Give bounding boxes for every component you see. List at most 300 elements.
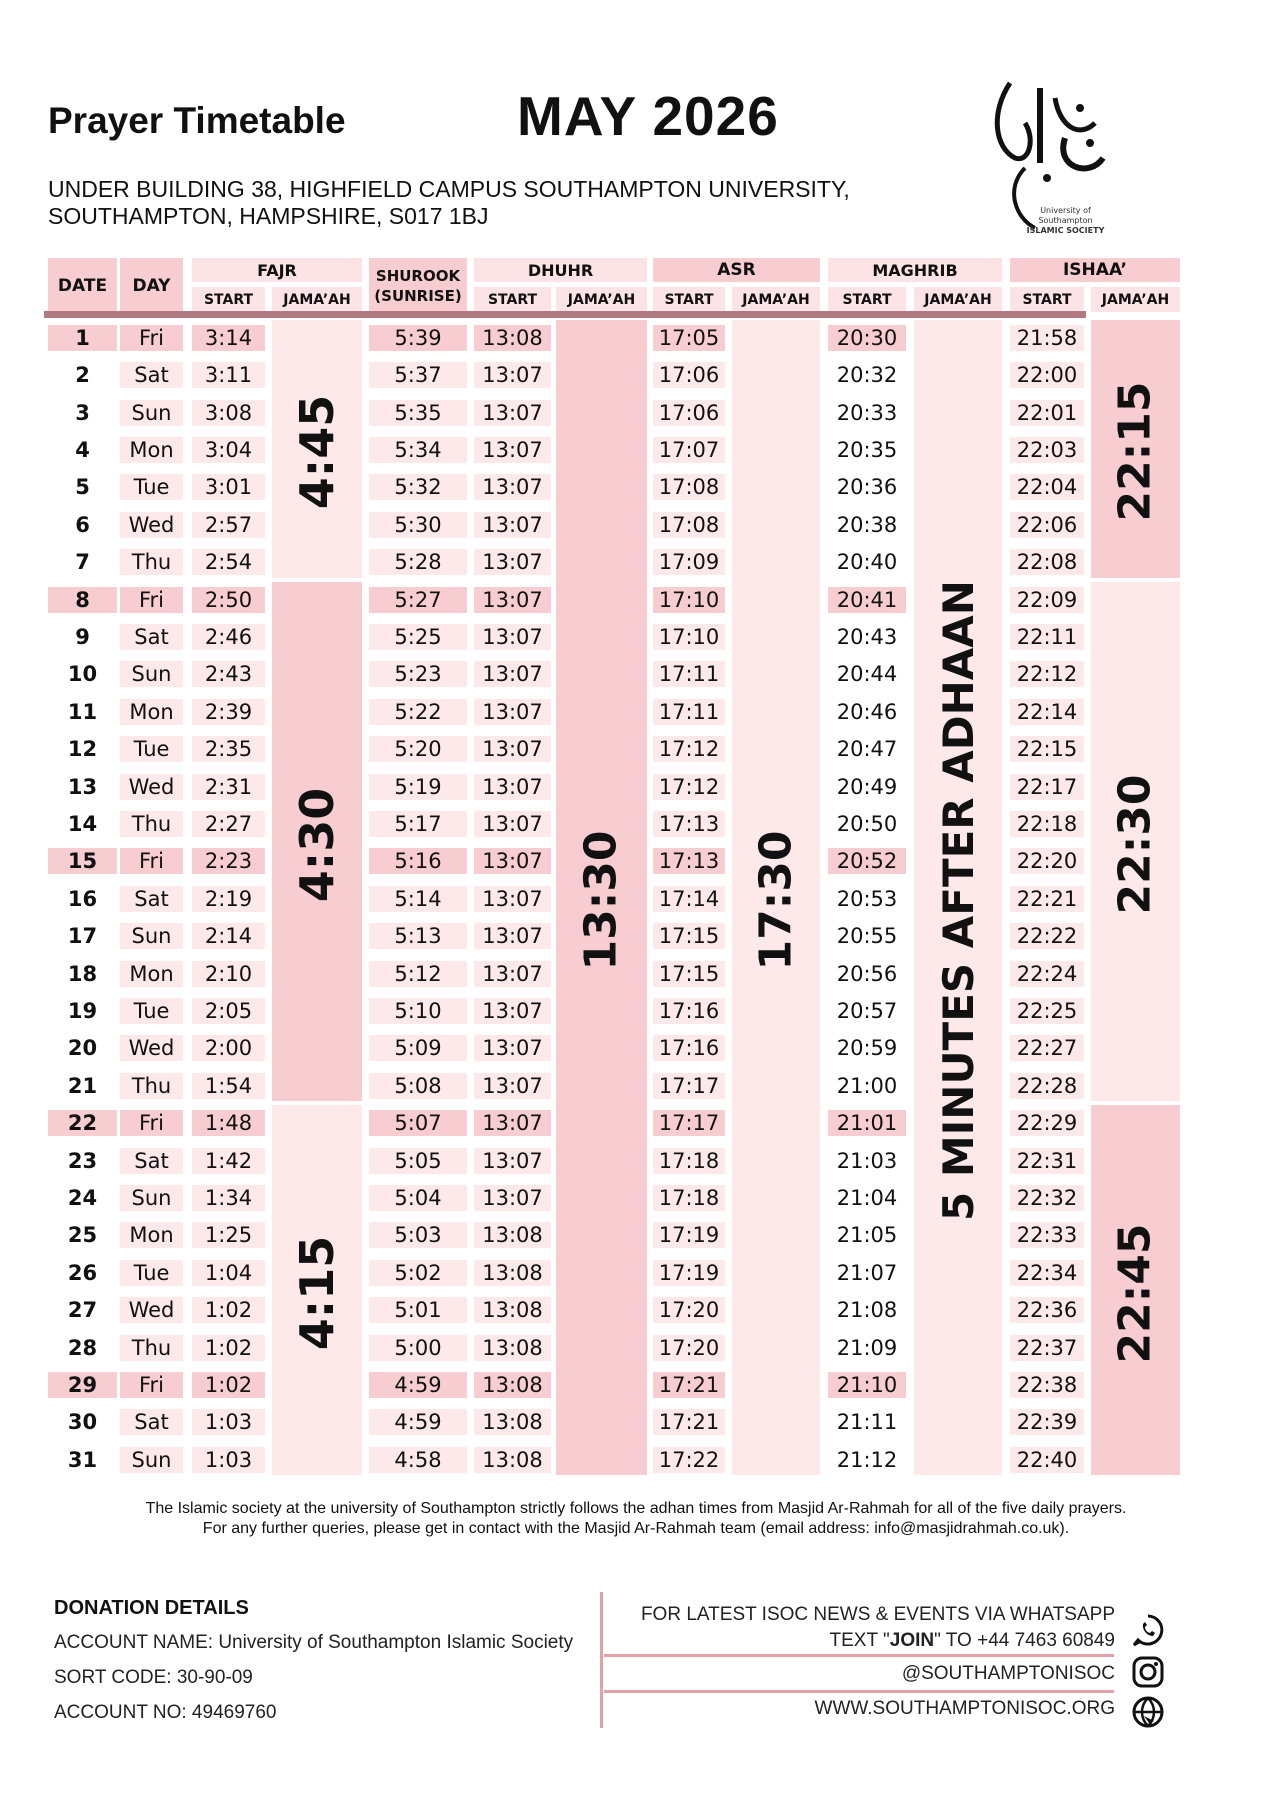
row-day: Tue [120, 998, 183, 1024]
row-shurook: 4:59 [369, 1409, 467, 1435]
row-ishaa-start: 22:32 [1010, 1185, 1084, 1211]
row-shurook: 5:07 [369, 1110, 467, 1136]
row-fajr-start: 2:46 [192, 624, 265, 650]
row-maghrib-start: 21:10 [828, 1372, 906, 1398]
row-asr-start: 17:16 [653, 998, 725, 1024]
address-line-2: SOUTHAMPTON, HAMPSHIRE, S017 1BJ [48, 203, 489, 229]
row-dhuhr-start: 13:07 [474, 437, 551, 463]
header-asr: ASR [653, 258, 820, 282]
row-shurook: 5:09 [369, 1035, 467, 1061]
row-ishaa-start: 22:25 [1010, 998, 1084, 1024]
row-date: 19 [67, 998, 98, 1023]
header-sub-istart: START [1010, 287, 1084, 312]
row-dhuhr-start: 13:07 [474, 998, 551, 1024]
row-ishaa-start: 22:17 [1010, 774, 1084, 800]
row-dhuhr-start: 13:07 [474, 661, 551, 687]
row-fajr-start: 2:05 [192, 998, 265, 1024]
row-maghrib-start: 20:32 [836, 363, 898, 388]
row-day: Sat [120, 362, 183, 388]
header-fajr: FAJR [192, 258, 362, 282]
row-fajr-start: 2:57 [192, 512, 265, 538]
row-shurook: 5:00 [369, 1335, 467, 1361]
asr-jamaah-text: 17:30 [750, 830, 802, 971]
ishaa-jamaah-1-text: 22:15 [1110, 381, 1161, 522]
row-day: Thu [120, 1073, 183, 1099]
row-day: Fri [120, 1110, 183, 1136]
row-day: Thu [120, 811, 183, 837]
website-link[interactable]: WWW.SOUTHAMPTONISOC.ORG [814, 1698, 1115, 1719]
row-dhuhr-start: 13:07 [474, 1035, 551, 1061]
row-fajr-start: 2:43 [192, 661, 265, 687]
header-sub-mstart: START [828, 287, 906, 312]
row-date: 20 [67, 1036, 98, 1061]
row-ishaa-start: 22:01 [1010, 400, 1084, 426]
fajr-jamaah-1 [272, 321, 362, 583]
row-date: 29 [48, 1372, 117, 1398]
row-asr-start: 17:06 [653, 362, 725, 388]
header-divider [44, 311, 1086, 318]
row-shurook: 5:20 [369, 736, 467, 762]
row-day: Wed [120, 1035, 183, 1061]
fajr-jamaah-3-text: 4:15 [290, 1236, 345, 1351]
row-dhuhr-start: 13:08 [474, 1222, 551, 1248]
row-maghrib-start: 20:50 [836, 811, 898, 836]
footer-divider-2 [604, 1690, 1114, 1693]
row-dhuhr-start: 13:07 [474, 362, 551, 388]
row-date: 4 [75, 437, 90, 462]
row-asr-start: 17:17 [653, 1073, 725, 1099]
footer-divider-1 [604, 1654, 1114, 1657]
row-day: Sun [120, 1185, 183, 1211]
row-fajr-start: 1:04 [192, 1260, 265, 1286]
row-maghrib-start: 20:46 [836, 699, 898, 724]
row-fajr-start: 1:02 [192, 1297, 265, 1323]
row-date: 5 [75, 475, 90, 500]
row-dhuhr-start: 13:07 [474, 699, 551, 725]
asr-jamaah [732, 770, 820, 1032]
row-date: 25 [67, 1223, 98, 1248]
row-shurook: 5:01 [369, 1297, 467, 1323]
header-sub-fstart: START [192, 287, 265, 312]
row-asr-start: 17:19 [653, 1260, 725, 1286]
whatsapp-icon[interactable] [1130, 1612, 1166, 1648]
row-day: Thu [120, 549, 183, 575]
row-asr-start: 17:12 [653, 736, 725, 762]
row-maghrib-start: 20:36 [836, 475, 898, 500]
row-shurook: 5:03 [369, 1222, 467, 1248]
row-asr-start: 17:05 [653, 325, 725, 351]
row-asr-start: 17:12 [653, 774, 725, 800]
row-dhuhr-start: 13:07 [474, 736, 551, 762]
row-shurook: 5:04 [369, 1185, 467, 1211]
row-asr-start: 17:07 [653, 437, 725, 463]
row-maghrib-start: 20:56 [836, 961, 898, 986]
note-line-2: For any further queries, please get in contact with the Masjid Ar-Rahmah team (email address: info@masjidrahmah.co.uk). [202, 1520, 1070, 1537]
row-shurook: 4:59 [369, 1372, 467, 1398]
row-day: Thu [120, 1335, 183, 1361]
row-dhuhr-start: 13:08 [474, 1409, 551, 1435]
row-shurook: 5:10 [369, 998, 467, 1024]
row-maghrib-start: 21:01 [828, 1110, 906, 1136]
row-dhuhr-start: 13:08 [474, 1260, 551, 1286]
row-day: Fri [120, 325, 183, 351]
row-fajr-start: 1:34 [192, 1185, 265, 1211]
row-fajr-start: 3:11 [192, 362, 265, 388]
header-sub-astart: START [653, 287, 725, 312]
row-shurook: 5:17 [369, 811, 467, 837]
row-asr-start: 17:08 [653, 512, 725, 538]
row-day: Sun [120, 400, 183, 426]
row-maghrib-start: 20:40 [836, 550, 898, 575]
row-fajr-start: 2:27 [192, 811, 265, 837]
row-ishaa-start: 22:09 [1010, 587, 1084, 613]
row-dhuhr-start: 13:07 [474, 848, 551, 874]
row-date: 31 [67, 1447, 98, 1472]
header-maghrib: MAGHRIB [828, 258, 1002, 282]
row-day: Tue [120, 736, 183, 762]
header-dhuhr: DHUHR [474, 258, 647, 282]
row-fajr-start: 2:35 [192, 736, 265, 762]
row-shurook: 5:39 [369, 325, 467, 351]
row-dhuhr-start: 13:07 [474, 923, 551, 949]
row-asr-start: 17:16 [653, 1035, 725, 1061]
dhuhr-jamaah-text: 13:30 [576, 830, 627, 971]
row-day: Fri [120, 848, 183, 874]
header-sub-mjam: JAMA’AH [914, 287, 1002, 312]
row-asr-start: 17:08 [653, 474, 725, 500]
row-ishaa-start: 22:33 [1010, 1222, 1084, 1248]
header-sub-djam: JAMA’AH [556, 287, 647, 312]
whatsapp-line-2: TEXT "JOIN" TO +44 7463 60849 [829, 1630, 1115, 1651]
account-name: ACCOUNT NAME: University of Southampton Islamic Society [54, 1632, 574, 1653]
row-date: 12 [67, 737, 98, 762]
row-date: 21 [67, 1073, 98, 1098]
row-shurook: 5:08 [369, 1073, 467, 1099]
row-asr-start: 17:13 [653, 811, 725, 837]
row-shurook: 5:27 [369, 587, 467, 613]
row-dhuhr-start: 13:07 [474, 512, 551, 538]
ishaa-jamaah-3 [1091, 1106, 1180, 1480]
header-date: DATE [48, 258, 117, 314]
row-shurook: 5:23 [369, 661, 467, 687]
row-date: 3 [75, 400, 90, 425]
row-day: Sat [120, 624, 183, 650]
row-dhuhr-start: 13:08 [474, 1335, 551, 1361]
row-ishaa-start: 22:21 [1010, 886, 1084, 912]
row-date: 7 [75, 550, 90, 575]
row-shurook: 5:05 [369, 1148, 467, 1174]
row-ishaa-start: 22:00 [1010, 362, 1084, 388]
instagram-icon[interactable] [1130, 1654, 1166, 1690]
row-date: 24 [67, 1185, 98, 1210]
row-dhuhr-start: 13:07 [474, 1148, 551, 1174]
row-asr-start: 17:10 [653, 587, 725, 613]
row-date: 27 [67, 1298, 98, 1323]
row-day: Sun [120, 1447, 183, 1473]
row-date: 23 [67, 1148, 98, 1173]
row-maghrib-start: 21:11 [836, 1410, 898, 1435]
row-date: 8 [48, 587, 117, 613]
row-ishaa-start: 22:36 [1010, 1297, 1084, 1323]
row-asr-start: 17:11 [653, 699, 725, 725]
row-shurook: 5:37 [369, 362, 467, 388]
row-fajr-start: 3:14 [192, 325, 265, 351]
row-maghrib-start: 20:33 [836, 400, 898, 425]
row-date: 26 [67, 1260, 98, 1285]
row-shurook: 5:34 [369, 437, 467, 463]
row-ishaa-start: 22:34 [1010, 1260, 1084, 1286]
row-dhuhr-start: 13:07 [474, 587, 551, 613]
row-date: 9 [75, 624, 90, 649]
row-maghrib-start: 20:57 [836, 998, 898, 1023]
ishaa-jamaah-3-text: 22:45 [1110, 1223, 1161, 1364]
row-dhuhr-start: 13:07 [474, 961, 551, 987]
whatsapp-line-1: FOR LATEST ISOC NEWS & EVENTS VIA WHATSAPP [640, 1604, 1115, 1625]
row-date: 14 [67, 811, 98, 836]
row-ishaa-start: 22:24 [1010, 961, 1084, 987]
row-shurook: 5:14 [369, 886, 467, 912]
row-asr-start: 17:15 [653, 961, 725, 987]
row-dhuhr-start: 13:07 [474, 474, 551, 500]
row-day: Wed [120, 1297, 183, 1323]
row-maghrib-start: 20:55 [836, 924, 898, 949]
row-day: Mon [120, 699, 183, 725]
row-fajr-start: 2:23 [192, 848, 265, 874]
row-day: Mon [120, 1222, 183, 1248]
row-date: 30 [67, 1410, 98, 1435]
row-ishaa-start: 22:39 [1010, 1409, 1084, 1435]
row-day: Mon [120, 437, 183, 463]
row-shurook: 5:22 [369, 699, 467, 725]
address-line-1: UNDER BUILDING 38, HIGHFIELD CAMPUS SOUTHAMPTON UNIVERSITY, [48, 176, 850, 202]
row-day: Tue [120, 474, 183, 500]
row-maghrib-start: 20:53 [836, 886, 898, 911]
row-asr-start: 17:21 [653, 1409, 725, 1435]
row-dhuhr-start: 13:08 [474, 1372, 551, 1398]
row-asr-start: 17:11 [653, 661, 725, 687]
row-fajr-start: 2:19 [192, 886, 265, 912]
row-fajr-start: 2:14 [192, 923, 265, 949]
row-fajr-start: 1:02 [192, 1372, 265, 1398]
row-date: 10 [67, 662, 98, 687]
row-asr-start: 17:22 [653, 1447, 725, 1473]
month-title: MAY 2026 [517, 85, 779, 147]
row-dhuhr-start: 13:07 [474, 774, 551, 800]
row-date: 2 [75, 363, 90, 388]
row-ishaa-start: 22:20 [1010, 848, 1084, 874]
row-maghrib-start: 20:52 [828, 848, 906, 874]
row-fajr-start: 1:48 [192, 1110, 265, 1136]
row-shurook: 5:13 [369, 923, 467, 949]
row-maghrib-start: 20:47 [836, 737, 898, 762]
row-fajr-start: 3:04 [192, 437, 265, 463]
row-asr-start: 17:13 [653, 848, 725, 874]
row-ishaa-start: 22:37 [1010, 1335, 1084, 1361]
row-day: Sat [120, 1409, 183, 1435]
header-day: DAY [120, 258, 183, 314]
row-asr-start: 17:20 [653, 1297, 725, 1323]
row-date: 11 [67, 699, 98, 724]
instagram-handle[interactable]: @SOUTHAMPTONISOC [901, 1663, 1115, 1684]
header-shurook [369, 258, 467, 314]
row-maghrib-start: 20:30 [828, 325, 906, 351]
row-fajr-start: 2:00 [192, 1035, 265, 1061]
sort-code: SORT CODE: 30-90-09 [54, 1667, 253, 1688]
dhuhr-jamaah [556, 770, 647, 1032]
fajr-jamaah-2-text: 4:30 [290, 787, 345, 902]
row-asr-start: 17:19 [653, 1222, 725, 1248]
row-date: 6 [75, 512, 90, 537]
row-ishaa-start: 22:40 [1010, 1447, 1084, 1473]
row-date: 15 [48, 848, 117, 874]
row-date: 18 [67, 961, 98, 986]
row-dhuhr-start: 13:07 [474, 1073, 551, 1099]
row-day: Sat [120, 886, 183, 912]
header-ishaa: ISHAA’ [1010, 258, 1180, 282]
row-date: 16 [67, 886, 98, 911]
row-shurook: 5:25 [369, 624, 467, 650]
footer-divider-vertical [600, 1592, 603, 1728]
row-asr-start: 17:09 [653, 549, 725, 575]
row-ishaa-start: 22:14 [1010, 699, 1084, 725]
row-fajr-start: 3:01 [192, 474, 265, 500]
row-ishaa-start: 22:22 [1010, 923, 1084, 949]
row-date: 17 [67, 924, 98, 949]
row-dhuhr-start: 13:07 [474, 549, 551, 575]
row-fajr-start: 1:25 [192, 1222, 265, 1248]
row-asr-start: 17:21 [653, 1372, 725, 1398]
row-ishaa-start: 21:58 [1010, 325, 1084, 351]
row-shurook: 5:35 [369, 400, 467, 426]
row-fajr-start: 3:08 [192, 400, 265, 426]
row-asr-start: 17:10 [653, 624, 725, 650]
globe-icon[interactable] [1130, 1694, 1166, 1730]
row-ishaa-start: 22:03 [1010, 437, 1084, 463]
row-ishaa-start: 22:27 [1010, 1035, 1084, 1061]
donation-heading: DONATION DETAILS [54, 1597, 249, 1619]
row-ishaa-start: 22:38 [1010, 1372, 1084, 1398]
row-fajr-start: 1:42 [192, 1148, 265, 1174]
row-day: Mon [120, 961, 183, 987]
row-date: 1 [48, 325, 117, 351]
ishaa-jamaah-2-text: 22:30 [1110, 774, 1161, 915]
row-dhuhr-start: 13:07 [474, 400, 551, 426]
maghrib-jamaah [914, 580, 1002, 1222]
row-dhuhr-start: 13:07 [474, 1110, 551, 1136]
row-day: Fri [120, 587, 183, 613]
row-asr-start: 17:15 [653, 923, 725, 949]
row-ishaa-start: 22:28 [1010, 1073, 1084, 1099]
row-maghrib-start: 21:03 [836, 1148, 898, 1173]
row-maghrib-start: 20:41 [828, 587, 906, 613]
header-sub-ijam: JAMA’AH [1091, 287, 1180, 312]
row-maghrib-start: 21:04 [836, 1185, 898, 1210]
row-day: Sun [120, 923, 183, 949]
row-asr-start: 17:18 [653, 1185, 725, 1211]
row-ishaa-start: 22:31 [1010, 1148, 1084, 1174]
row-ishaa-start: 22:15 [1010, 736, 1084, 762]
row-fajr-start: 1:03 [192, 1447, 265, 1473]
row-ishaa-start: 22:11 [1010, 624, 1084, 650]
fajr-jamaah-1-text: 4:45 [290, 394, 345, 510]
page-title: Prayer Timetable [48, 100, 346, 141]
row-shurook: 5:32 [369, 474, 467, 500]
row-asr-start: 17:06 [653, 400, 725, 426]
row-fajr-start: 1:03 [192, 1409, 265, 1435]
row-date: 22 [48, 1110, 117, 1136]
row-maghrib-start: 20:38 [836, 512, 898, 537]
row-maghrib-start: 21:00 [836, 1073, 898, 1098]
row-ishaa-start: 22:12 [1010, 661, 1084, 687]
row-fajr-start: 2:54 [192, 549, 265, 575]
row-dhuhr-start: 13:08 [474, 1297, 551, 1323]
row-day: Sat [120, 1148, 183, 1174]
row-maghrib-start: 21:12 [836, 1447, 898, 1472]
row-fajr-start: 2:10 [192, 961, 265, 987]
row-dhuhr-start: 13:07 [474, 811, 551, 837]
note-line-1: The Islamic society at the university of Southampton strictly follows the adhan times from Masjid Ar-Rahmah for all of the five daily prayers. [145, 1500, 1127, 1517]
row-maghrib-start: 21:08 [836, 1298, 898, 1323]
row-dhuhr-start: 13:07 [474, 1185, 551, 1211]
row-maghrib-start: 21:07 [836, 1260, 898, 1285]
ishaa-jamaah-1 [1091, 321, 1180, 583]
header-sub-dstart: START [474, 287, 551, 312]
row-maghrib-start: 20:35 [836, 437, 898, 462]
row-fajr-start: 2:31 [192, 774, 265, 800]
logo-caption: University of Southampton ISLAMIC SOCIETY [1026, 206, 1105, 235]
header-shurook-label: SHUROOK [375, 267, 461, 285]
row-date: 13 [67, 774, 98, 799]
row-asr-start: 17:14 [653, 886, 725, 912]
row-day: Sun [120, 661, 183, 687]
row-maghrib-start: 20:49 [836, 774, 898, 799]
row-dhuhr-start: 13:08 [474, 325, 551, 351]
row-shurook: 5:12 [369, 961, 467, 987]
fajr-jamaah-2 [272, 583, 362, 1107]
row-dhuhr-start: 13:08 [474, 1447, 551, 1473]
row-shurook: 5:02 [369, 1260, 467, 1286]
ishaa-jamaah-2 [1091, 583, 1180, 1107]
fajr-jamaah-3 [272, 1106, 362, 1480]
row-shurook: 5:16 [369, 848, 467, 874]
account-number: ACCOUNT NO: 49469760 [54, 1702, 277, 1723]
row-day: Fri [120, 1372, 183, 1398]
row-ishaa-start: 22:29 [1010, 1110, 1084, 1136]
row-fajr-start: 1:54 [192, 1073, 265, 1099]
row-fajr-start: 2:39 [192, 699, 265, 725]
row-asr-start: 17:18 [653, 1148, 725, 1174]
row-maghrib-start: 21:09 [836, 1335, 898, 1360]
row-shurook: 5:30 [369, 512, 467, 538]
header-sunrise-label: (SUNRISE) [374, 287, 462, 305]
row-ishaa-start: 22:18 [1010, 811, 1084, 837]
row-maghrib-start: 21:05 [836, 1223, 898, 1248]
row-asr-start: 17:17 [653, 1110, 725, 1136]
row-ishaa-start: 22:04 [1010, 474, 1084, 500]
row-shurook: 4:58 [369, 1447, 467, 1473]
row-dhuhr-start: 13:07 [474, 886, 551, 912]
row-fajr-start: 1:02 [192, 1335, 265, 1361]
row-ishaa-start: 22:08 [1010, 549, 1084, 575]
row-maghrib-start: 20:43 [836, 624, 898, 649]
row-maghrib-start: 20:44 [836, 662, 898, 687]
row-date: 28 [67, 1335, 98, 1360]
maghrib-jamaah-text: 5 MINUTES AFTER ADHAAN [933, 580, 983, 1222]
row-dhuhr-start: 13:07 [474, 624, 551, 650]
row-maghrib-start: 20:59 [836, 1036, 898, 1061]
row-day: Tue [120, 1260, 183, 1286]
row-shurook: 5:28 [369, 549, 467, 575]
